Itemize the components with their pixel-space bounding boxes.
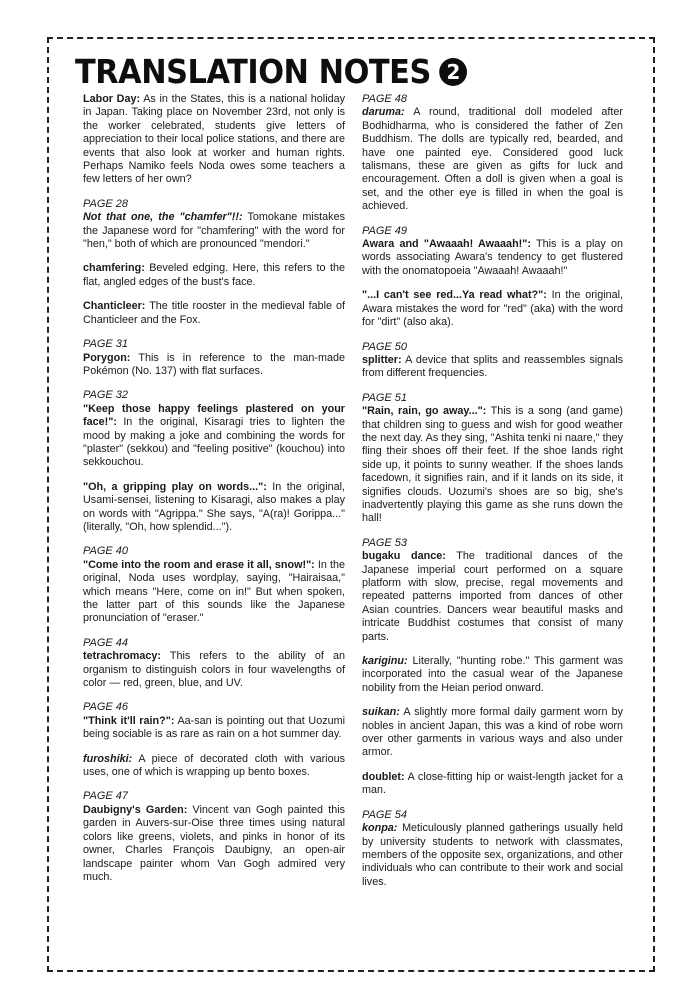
note-labor-day: Labor Day: As in the States, this is a national holiday in Japan. Taking place on November 23rd, not only is the worker celebrated, students give letters of appreciation to their local police stations, and there are events that also look at worker and human rights. Perhaps Namiko feels Noda owes some teachers a few letters of her own? bbox=[83, 93, 345, 186]
note-awara: Awara and "Awaaah! Awaaah!": This is a play on words associating Awara's tendency to get flustered with the onomatopoeia "Awaaah! Awaaah!" bbox=[362, 238, 624, 277]
page-label: PAGE 31 bbox=[83, 338, 129, 351]
note-tetrachromacy: tetrachromacy: This refers to the ability of an organism to distinguish colors in four wavelengths of color — red, green, blue, and UV. bbox=[83, 650, 345, 690]
note-bugaku: bugaku dance: The traditional dances of the Japanese imperial court performed on a square platform with slow, precise, regal movements and repeated patterns imported from dances of other Asian countries. Dancers wear beautiful masks and intricate Buddhist costumes that consist of many parts. bbox=[362, 550, 623, 643]
title-text: TRANSLATION NOTES bbox=[75, 52, 431, 91]
page-label: PAGE 54 bbox=[362, 808, 408, 821]
left-column bbox=[83, 93, 345, 895]
note-porygon: Porygon: This is in reference to the man-made Pokémon (No. 137) with flat surfaces. bbox=[83, 351, 345, 377]
right-column bbox=[362, 93, 623, 900]
page-label: PAGE 28 bbox=[83, 197, 129, 210]
note-snow: "Come into the room and erase it all, snow!": In the original, Noda uses wordplay, saying, "Hairaisaa," which means "Here, come on in!" But when spoken, the latter part of this sounds like the Japanese pronunciation of "eraser." bbox=[83, 558, 346, 625]
note-daruma: daruma: A round, traditional doll modeled after Bodhidharma, who is considered the father of Zen Buddhism. The dolls are typically red, bearded, and have one painted eye. Considered good luck talismans, these are given as gifts for luck and encouragement. Often a doll is given when a goal is set, and the other eye is filled in when the goal is achieved. bbox=[362, 106, 623, 213]
note-gripping: "Oh, a gripping play on words...": In the original, Usami-sensei, listening to Kisaragi, also makes a play on words with "Agrippa." She says, "A(ra)! Gorippa..." (literally, "Oh, how splendid..."). bbox=[83, 480, 345, 533]
note-konpa: konpa: Meticulously planned gatherings usually held by university students to network with classmates, members of the opposite sex, organizations, and other individuals who can contribute to their work and social lives. bbox=[362, 822, 623, 888]
page-label: PAGE 53 bbox=[362, 536, 408, 549]
page-label: PAGE 50 bbox=[362, 340, 408, 353]
title-number-badge: 2 bbox=[439, 58, 467, 86]
page-label: PAGE 47 bbox=[83, 790, 129, 803]
page-label: PAGE 48 bbox=[362, 93, 408, 105]
note-daubigny: Daubigny's Garden: Vincent van Gogh painted this garden in Auvers-sur-Oise three times using natural colors like greens, violets, and pinks in honor of its owner, Charles François Daubigny, an open-air landscape painter whom Van Gogh admired very much. bbox=[83, 803, 346, 883]
note-chamfering: chamfering: Beveled edging. Here, this refers to the flat, angled edges of the bust's face. bbox=[83, 262, 345, 288]
page-label: PAGE 49 bbox=[362, 224, 408, 237]
page-label: PAGE 32 bbox=[83, 389, 129, 402]
note-chanticleer: Chanticleer: The title rooster in the medieval fable of Chanticleer and the Fox. bbox=[83, 300, 346, 326]
page-label: PAGE 46 bbox=[83, 701, 129, 714]
note-keep-feelings: "Keep those happy feelings plastered on your face!": In the original, Kisaragi tries to lighten the mood by making a joke and combining the words for "plaster" (sekkou) and "feeling positive" (kouchou) into sekkouchou. bbox=[83, 402, 346, 469]
page-label: PAGE 51 bbox=[362, 391, 408, 404]
page-label: PAGE 40 bbox=[83, 545, 129, 558]
note-rain: "Think it'll rain?": Aa-san is pointing out that Uozumi being sociable is as rare as rain on a hot summer day. bbox=[83, 714, 345, 741]
note-doublet: doublet: A close-fitting hip or waist-length jacket for a man. bbox=[362, 770, 623, 797]
note-suikan: suikan: A slightly more formal daily garment worn by nobles in ancient Japan, this was a kind of robe worn over other garments in various ways and also under armor. bbox=[362, 706, 623, 759]
note-see-red: "...I can't see red...Ya read what?": In the original, Awara mistakes the word for "red" (aka) with the word for "dirt" (also aka). bbox=[362, 289, 623, 329]
note-splitter: splitter: A device that splits and reassembles signals from different frequencies. bbox=[362, 353, 623, 380]
note-chamfer: Not that one, the "chamfer"!!: Tomokane mistakes the Japanese word for "chamfering" with the word for "hen," both of which are pronounced "mendori." bbox=[83, 211, 345, 251]
page-label: PAGE 44 bbox=[83, 636, 129, 649]
page-title bbox=[75, 52, 466, 91]
note-rain-go-away: "Rain, rain, go away...": This is a song (and game) that children sing to guess and wish for good weather the next day. As they sing, "Ashita tenki ni naare," they fling their shoes off their feet. If the shoe lands right side up, it points to sunny weather. If the shoes lands facedown, it signifies rain, and if it lands on its side, it signifies clouds. Uozumi's shoes are so big, she's inadvertently playing this game as she runs down the hall! bbox=[362, 405, 623, 525]
note-kariginu: kariginu: Literally, "hunting robe." This garment was incorporated into the casual wear of the Japanese nobility from the Heian period onward. bbox=[362, 655, 624, 694]
note-furoshiki: furoshiki: A piece of decorated cloth with various uses, one of which is wrapping up bento boxes. bbox=[83, 752, 345, 779]
